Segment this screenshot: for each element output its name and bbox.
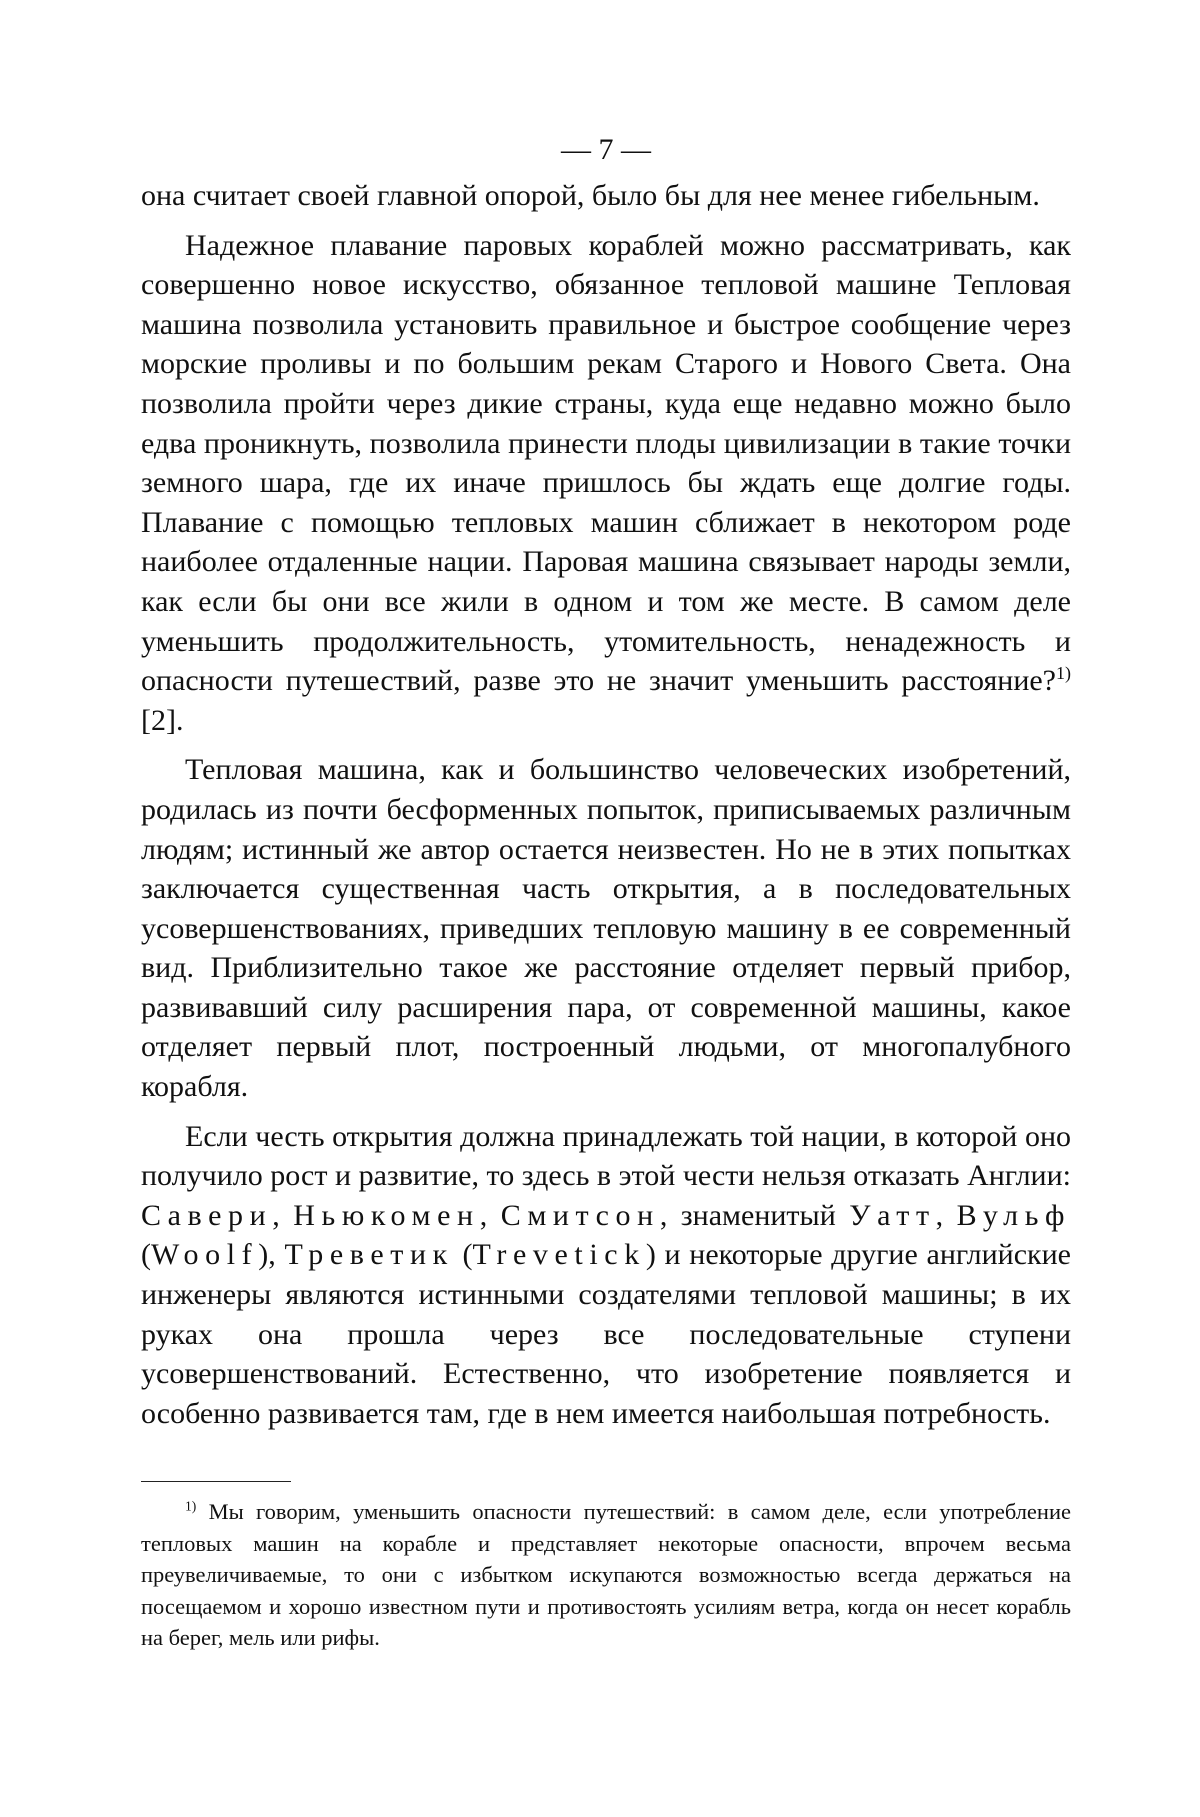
name-smeaton: Смитсон [501, 1199, 660, 1232]
separator: , [480, 1199, 501, 1232]
footnote-divider [141, 1481, 291, 1482]
paragraph-4-text-5: ( [454, 1238, 473, 1271]
paragraph-1: она считает своей главной опорой, было бы для нее менее гибельным. [141, 176, 1071, 216]
name-woolf-latin: Woolf [151, 1238, 258, 1271]
paragraph-4-text-1: Если честь открытия должна принадлежать той нации, в которой оно получило рост и развитие, то здесь в этой чести нельзя отказать Англии: [141, 1120, 1071, 1193]
name-trevithick: Треветик [284, 1238, 453, 1271]
paragraph-4-text-4: ), [258, 1238, 284, 1271]
name-woolf: Вульф [957, 1199, 1071, 1232]
paragraph-3: Тепловая машина, как и большинство человеческих изобретений, родилась из почти бесформенных попыток, приписываемых различным людям; истинный же автор остается неизвестен. Но не в этих попытках заключается существенная часть открытия, а в последовательных усовершенствованиях, приведших тепловую машину в ее современный вид. Приблизительно такое же расстояние отделяет первый прибор, развивавший силу расширения пара, от современной машины, какое отделяет первый плот, построенный людьми, от многопалубного корабля. [141, 750, 1071, 1106]
footnote [141, 1496, 1071, 1654]
separator: , [272, 1199, 293, 1232]
citation-reference: [2]. [141, 704, 183, 737]
name-trevithick-latin: Trevetick [473, 1238, 646, 1271]
page-content [141, 130, 1071, 1654]
footnote-mark: 1) [185, 1499, 196, 1514]
paragraph-2-text: Надежное плавание паровых кораблей можно рассматривать, как совершенно новое искусство, обязанное тепловой машине Тепловая машина позволила установить правильное и быстрое сообщение через морские проливы и по большим рекам Старого и Нового Света. Она позволила пройти через дикие страны, куда еще недавно можно было едва проникнуть, позволила принести плоды цивилизации в такие точки земного шара, где их иначе пришлось бы ждать еще долгие годы. Плавание с помощью тепловых машин сближает в некотором роде наиболее отдаленные нации. Паровая машина связывает народы земли, как если бы они все жили в одном и том же месте. В самом деле уменьшить продолжительность, утомительность, ненадежность и опасности путешествий, разве это не значит уменьшить расстояние? [141, 229, 1071, 698]
paragraph-4-text-3: ( [141, 1238, 151, 1271]
separator: , [936, 1199, 957, 1232]
footnote-reference[interactable]: 1) [1056, 663, 1071, 683]
name-savery: Савери [141, 1199, 272, 1232]
paragraph-4 [141, 1117, 1071, 1434]
name-watt: Уатт [849, 1199, 935, 1232]
paragraph-4-text-2: , знаменитый [660, 1199, 849, 1232]
paragraph-4-text-6: ) и некоторые другие английские инженеры являются истинными создателями тепловой машины; в их руках она прошла через все последовательные ступени усовершенствований. Естественно, что изобретение появляется и особенно развивается там, где в нем имеется наибольшая потребность. [141, 1238, 1071, 1429]
paragraph-2 [141, 226, 1071, 741]
name-newcomen: Ньюкомен [293, 1199, 479, 1232]
page-number: — 7 — [141, 130, 1071, 170]
footnote-text: Мы говорим, уменьшить опасности путешествий: в самом деле, если употребление тепловых машин на корабле и представляет некоторые опасности, впрочем весьма преувеличиваемые, то они с избытком искупаются возможностью всегда держаться на посещаемом и хорошо известном пути и противостоять усилиям ветра, когда он несет корабль на берег, мель или рифы. [141, 1499, 1071, 1650]
